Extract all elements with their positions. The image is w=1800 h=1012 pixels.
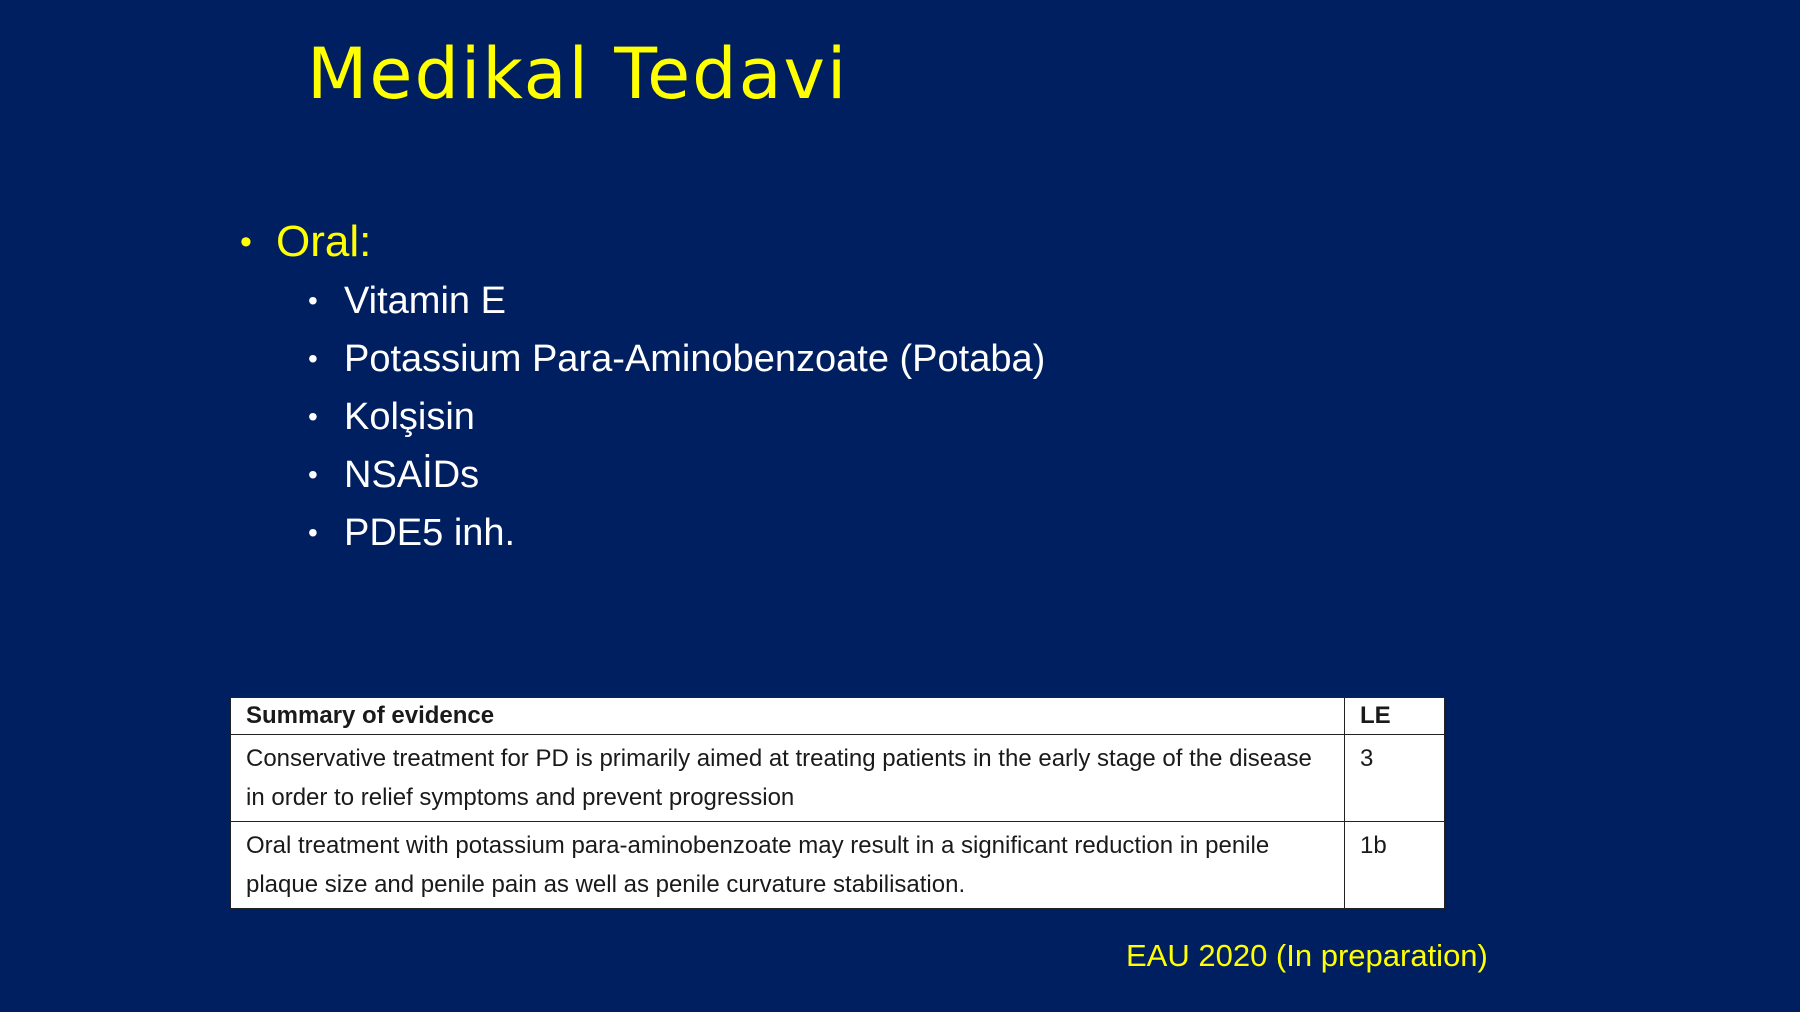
sub-list-container xyxy=(240,272,1045,562)
cell-le: 3 xyxy=(1345,735,1445,822)
bullet-dot-icon: • xyxy=(308,459,318,490)
sub-list xyxy=(240,272,1045,562)
sub-item-vitamin-e xyxy=(308,272,1045,330)
cell-summary: Oral treatment with potassium para-aminobenzoate may result in a significant reduction in penile plaque size and penile pain as well as penile curvature stabilisation. xyxy=(231,822,1345,909)
sub-item-label: Kolşisin xyxy=(344,396,475,438)
sub-item-pde5 xyxy=(308,504,1045,562)
table-row xyxy=(231,735,1445,822)
sub-item-label: Potassium Para-Aminobenzoate (Potaba) xyxy=(344,338,1046,380)
cell-le: 1b xyxy=(1345,822,1445,909)
bullet-oral-label: Oral: xyxy=(276,217,372,266)
header-le: LE xyxy=(1345,698,1445,735)
table-header-row xyxy=(231,698,1445,735)
bullet-dot-icon: • xyxy=(240,223,252,261)
bullet-list xyxy=(240,212,1045,562)
cell-summary: Conservative treatment for PD is primarily aimed at treating patients in the early stage of the disease in order to relief symptoms and prevent progression xyxy=(231,735,1345,822)
sub-item-nsaids xyxy=(308,446,1045,504)
bullet-dot-icon: • xyxy=(308,401,318,432)
bullet-dot-icon: • xyxy=(308,285,318,316)
bullet-dot-icon: • xyxy=(308,517,318,548)
sub-item-potaba xyxy=(308,330,1045,388)
bullet-dot-icon: • xyxy=(308,343,318,374)
source-note: EAU 2020 (In preparation) xyxy=(1126,938,1488,973)
slide-title: Medikal Tedavi xyxy=(307,33,849,115)
sub-item-label: PDE5 inh. xyxy=(344,512,516,554)
sub-item-kolsisin xyxy=(308,388,1045,446)
evidence-table xyxy=(230,697,1445,909)
sub-item-label: Vitamin E xyxy=(344,280,506,322)
bullet-oral xyxy=(240,212,1045,272)
header-summary: Summary of evidence xyxy=(231,698,1345,735)
sub-item-label: NSAİDs xyxy=(344,454,480,496)
table-row xyxy=(231,822,1445,909)
